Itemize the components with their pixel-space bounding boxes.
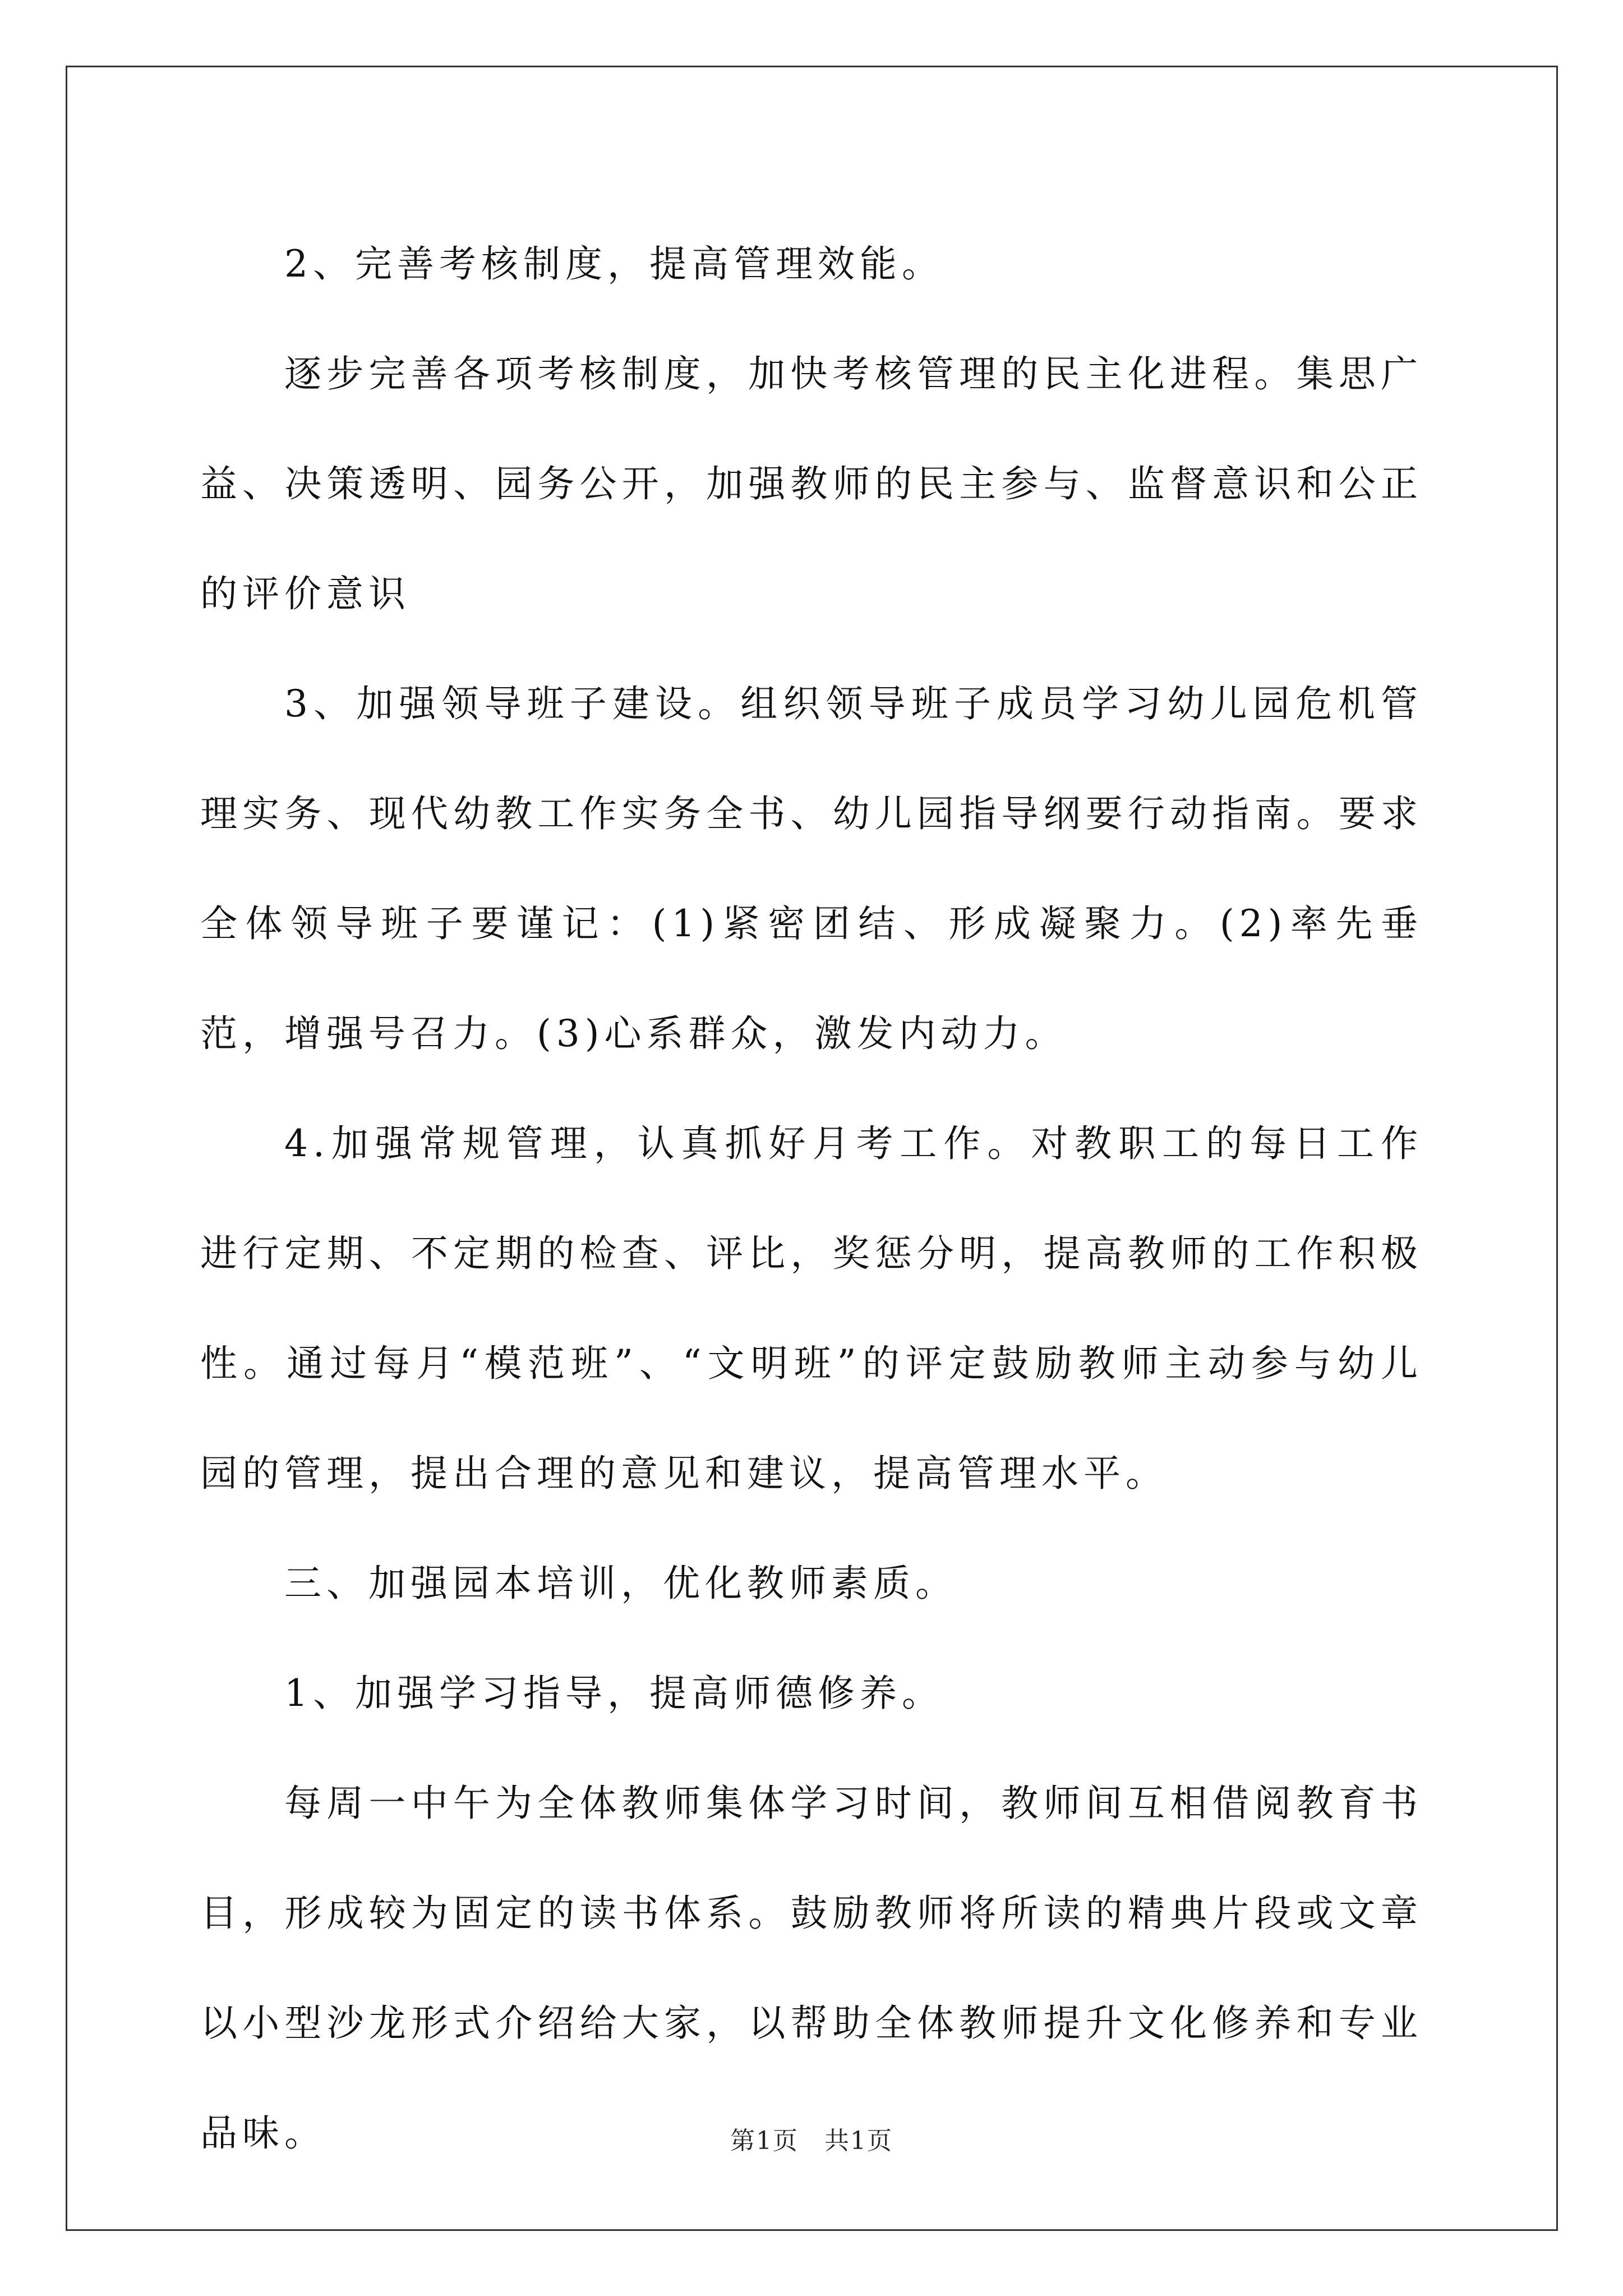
paragraph-leadership: 3、加强领导班子建设。组织领导班子成员学习幼儿园危机管理实务、现代幼教工作实务全书、幼儿园指导纲要行动指南。要求全体领导班子要谨记：(1)紧密团结、形成凝聚力。(2)率先垂范，增强号召力。(3)心系群众，激发内动力。 bbox=[200, 682, 1423, 1055]
paragraph-routine-management: 4.加强常规管理，认真抓好月考工作。对教职工的每日工作进行定期、不定期的检查、评比，奖惩分明，提高教师的工作积极性。通过每月“模范班”、“文明班”的评定鼓励教师主动参与幼儿园的管理，提出合理的意见和建议，提高管理水平。 bbox=[200, 1122, 1423, 1495]
document-body bbox=[200, 209, 1423, 2188]
paragraph-assessment-body: 逐步完善各项考核制度，加快考核管理的民主化进程。集思广益、决策透明、园务公开，加强教师的民主参与、监督意识和公正的评价意识 bbox=[200, 352, 1423, 615]
paragraph-study-heading: 1、加强学习指导，提高师德修养。 bbox=[284, 1672, 944, 1715]
paragraph-assessment-heading: 2、完善考核制度，提高管理效能。 bbox=[284, 242, 944, 286]
paragraph-training-heading: 三、加强园本培训，优化教师素质。 bbox=[284, 1562, 957, 1605]
paragraph-study-body: 每周一中午为全体教师集体学习时间，教师间互相借阅教育书目，形成较为固定的读书体系。鼓励教师将所读的精典片段或文章以小型沙龙形式介绍给大家，以帮助全体教师提升文化修养和专业品味。 bbox=[200, 1782, 1423, 2155]
page-number-footer: 第1页 共1页 bbox=[730, 2127, 893, 2155]
